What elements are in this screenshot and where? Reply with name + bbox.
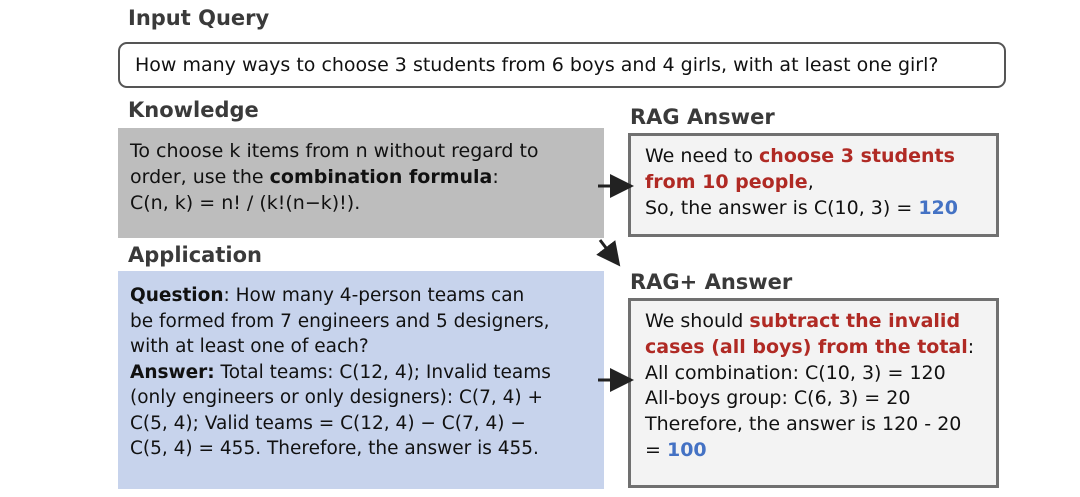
rag-answer-heading: RAG Answer [630, 105, 775, 129]
application-answer-line-4: C(5, 4) = 455. Therefore, the answer is 455. [130, 438, 539, 460]
rag-answer-value: 120 [918, 196, 958, 219]
knowledge-formula: C(n, k) = n! / (k!(n−k)!). [130, 192, 361, 215]
rag-plus-line-2: cases (all boys) from the total: [645, 335, 975, 358]
knowledge-to-rag-plus-arrow [600, 240, 613, 257]
rag-answer-line-2: from 10 people, [645, 170, 814, 193]
rag-plus-line-3: All combination: C(10, 3) = 120 [645, 361, 946, 384]
rag-plus-answer-heading: RAG+ Answer [630, 270, 793, 294]
application-question-line-1: Question: How many 4-person teams can [130, 285, 525, 306]
rag-plus-answer-value: 100 [666, 439, 707, 462]
knowledge-heading: Knowledge [128, 98, 259, 122]
answer-label: Answer: [130, 361, 215, 383]
question-label: Question [130, 285, 224, 306]
application-heading: Application [128, 243, 262, 267]
rag-plus-line-5: Therefore, the answer is 120 - 20 [645, 413, 962, 436]
knowledge-line-1: To choose k items from n without regard to [130, 140, 539, 162]
input-query-text: How many ways to choose 3 students from 6 boys and 4 girls, with at least one girl? [135, 53, 939, 76]
knowledge-line-2: order, use the combination formula: [130, 166, 499, 189]
input-query-heading: Input Query [128, 6, 270, 30]
application-question-line-3: with at least one of each? [130, 336, 369, 358]
application-question-line-2: be formed from 7 engineers and 5 designers, [130, 310, 550, 332]
rag-plus-line-6: = 100 [645, 439, 707, 462]
combination-formula-term: combination formula [269, 166, 493, 189]
rag-plus-line-1: We should subtract the invalid [645, 310, 961, 332]
application-answer-line-1: Answer: Total teams: C(12, 4); Invalid teams [130, 361, 551, 383]
application-answer-line-3: C(5, 4); Valid teams = C(12, 4) − C(7, 4) − [130, 412, 526, 434]
application-answer-line-2: (only engineers or only designers): C(7, 4) + [130, 387, 544, 409]
rag-answer-line-1: We need to choose 3 students [645, 145, 955, 167]
rag-answer-line-3: So, the answer is C(10, 3) = 120 [645, 196, 958, 219]
rag-plus-line-4: All-boys group: C(6, 3) = 20 [645, 387, 911, 410]
